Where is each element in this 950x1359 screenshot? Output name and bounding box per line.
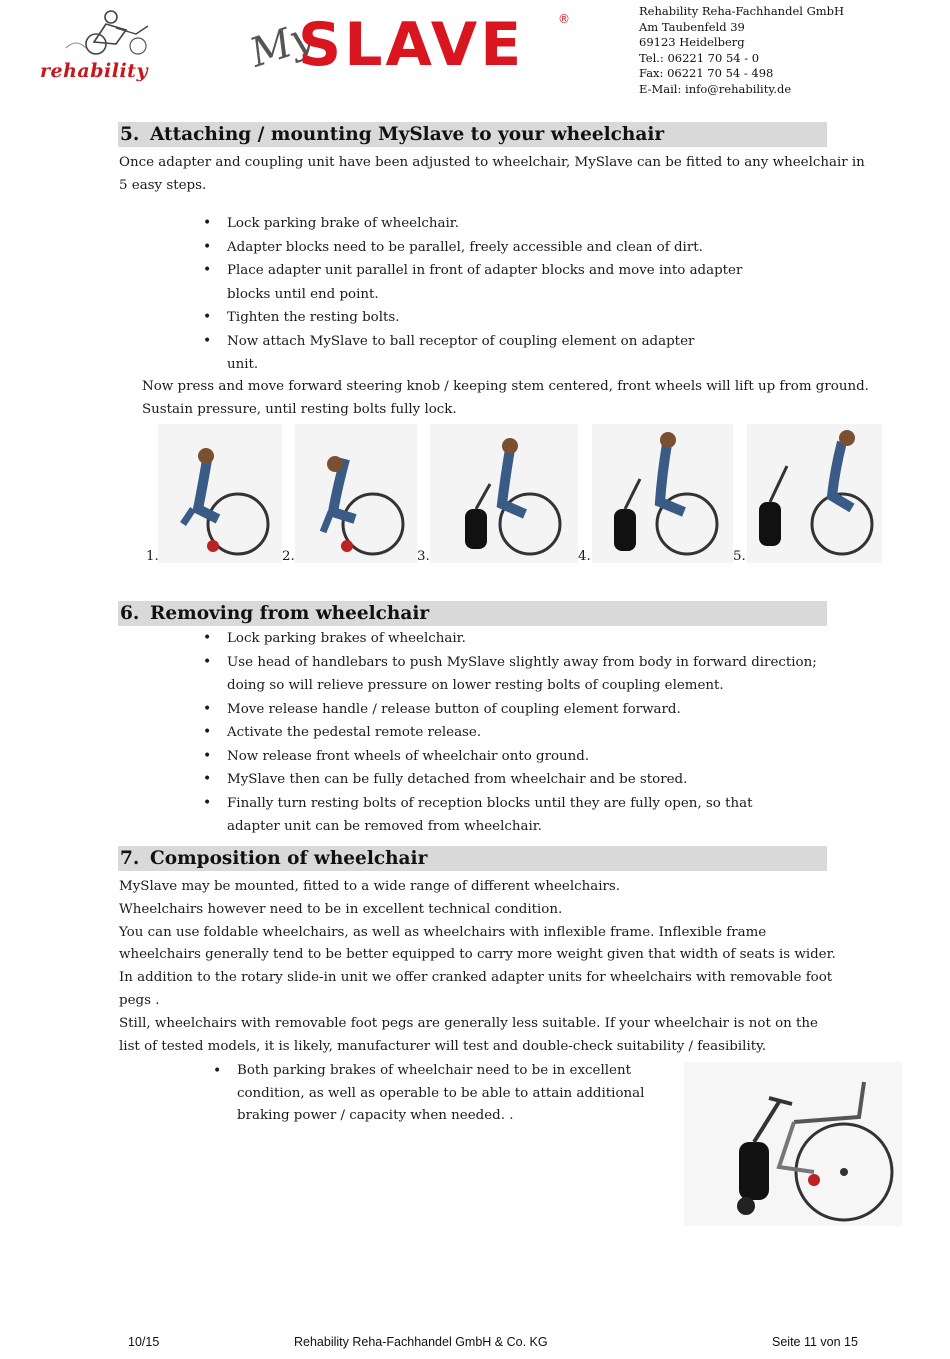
address-line: Tel.: 06221 70 54 - 0 (639, 50, 760, 65)
photo-label: 4. (578, 549, 591, 564)
paragraph-line: Now press and move forward steering knob / keeping stem centered, front wheels will lift up from ground. (142, 379, 869, 394)
paragraph-line: Sustain pressure, until resting bolts fully lock. (142, 401, 457, 417)
section-title: Removing from wheelchair (150, 603, 430, 624)
section-6-heading (118, 601, 827, 626)
paragraph-line: MySlave may be mounted, fitted to a wide range of different wheelchairs. (119, 879, 621, 894)
section-5-intro (119, 152, 865, 198)
paragraph-line: pegs . (119, 992, 160, 1008)
paragraph-line: wheelchairs generally tend to be better equipped to carry more weight given that width of seats is wider. (119, 947, 836, 963)
section-7-bullet (237, 1060, 644, 1128)
rehability-logo-text: rehability (40, 60, 148, 82)
step-3-photo (430, 424, 578, 563)
section-number: 5. (120, 124, 140, 145)
paragraph-line: In addition to the rotary slide-in unit we offer cranked adapter units for wheelchairs with removable foot (119, 970, 833, 986)
list-item: • Tighten the resting bolts. (227, 306, 742, 330)
list-item: • MySlave then can be fully detached from wheelchair and be stored. (227, 768, 817, 792)
list-item: • Adapter blocks need to be parallel, freely accessible and clean of dirt. (227, 236, 742, 260)
list-item: • Use head of handlebars to push MySlave slightly away from body in forward direction; doing so will relieve pressure on lower resting bolts of coupling element. (227, 651, 817, 698)
section-5-after (142, 376, 869, 422)
photo-label: 3. (417, 549, 430, 564)
photo-label: 5. (733, 549, 746, 564)
paragraph-line: Wheelchairs however need to be in excellent technical condition. (119, 901, 563, 917)
paragraph-line: list of tested models, it is likely, manufacturer will test and double-check suitability / feasibility. (119, 1038, 767, 1054)
section-6-steps (227, 627, 817, 839)
wheelchair-rider-icon (56, 8, 156, 56)
address-line: Rehability Reha-Fachhandel GmbH (639, 4, 845, 18)
list-item: • Lock parking brake of wheelchair. (227, 212, 742, 236)
paragraph-line: 5 easy steps. (119, 177, 207, 193)
footer-company: Rehability Reha-Fachhandel GmbH & Co. KG (294, 1335, 548, 1349)
section-title: Attaching / mounting MySlave to your wheelchair (150, 124, 665, 145)
address-line: Fax: 06221 70 54 - 498 (639, 66, 774, 81)
address-line: 69123 Heidelberg (639, 35, 745, 50)
section-title: Composition of wheelchair (150, 848, 428, 869)
wheelchair-with-myslave-photo (684, 1062, 902, 1226)
list-item: • Place adapter unit parallel in front of adapter blocks and move into adapter blocks until end point. (227, 259, 742, 306)
photo-label: 2. (282, 549, 295, 564)
myslave-logo (244, 10, 580, 80)
address-line: Am Taubenfeld 39 (639, 19, 745, 34)
list-item: • Now release front wheels of wheelchair onto ground. (227, 745, 817, 769)
step-2-photo (295, 424, 417, 563)
step-5-photo (747, 424, 882, 563)
step-4-photo (592, 424, 733, 563)
photo-label: 1. (146, 549, 159, 564)
paragraph-line: Once adapter and coupling unit have been adjusted to wheelchair, MySlave can be fitted to any wheelchair in (119, 155, 865, 170)
list-item: • Both parking brakes of wheelchair need to be in excellent condition, as well as operable to be able to attain additional braking power / capacity when needed. . (237, 1060, 644, 1128)
registered-mark: ® (558, 12, 570, 26)
section-number: 7. (120, 848, 140, 869)
rehability-logo (38, 8, 178, 80)
list-item: • Move release handle / release button of coupling element forward. (227, 698, 817, 722)
list-item: • Now attach MySlave to ball receptor of coupling element on adapter unit. (227, 330, 742, 377)
section-7-paragraph (119, 876, 836, 1058)
list-item: • Finally turn resting bolts of reception blocks until they are fully open, so that adapter unit can be removed from wheelchair. (227, 792, 817, 839)
company-address (639, 4, 844, 98)
section-5-heading (118, 122, 827, 147)
section-number: 6. (120, 603, 140, 624)
section-7-heading (118, 846, 827, 871)
step-1-photo (158, 424, 282, 563)
list-item: • Lock parking brakes of wheelchair. (227, 627, 817, 651)
myslave-logo-my: My (244, 13, 320, 77)
myslave-logo-slave: SLAVE (298, 10, 525, 80)
paragraph-line: Still, wheelchairs with removable foot pegs are generally less suitable. If your wheelchair is not on the (119, 1015, 818, 1031)
section-5-steps (227, 212, 742, 377)
footer-page-left: 10/15 (128, 1335, 160, 1349)
footer-page-right: Seite 11 von 15 (772, 1335, 858, 1349)
list-item: • Activate the pedestal remote release. (227, 721, 817, 745)
paragraph-line: You can use foldable wheelchairs, as well as wheelchairs with inflexible frame. Inflexible frame (119, 924, 767, 940)
address-line: E-Mail: info@rehability.de (639, 81, 792, 96)
